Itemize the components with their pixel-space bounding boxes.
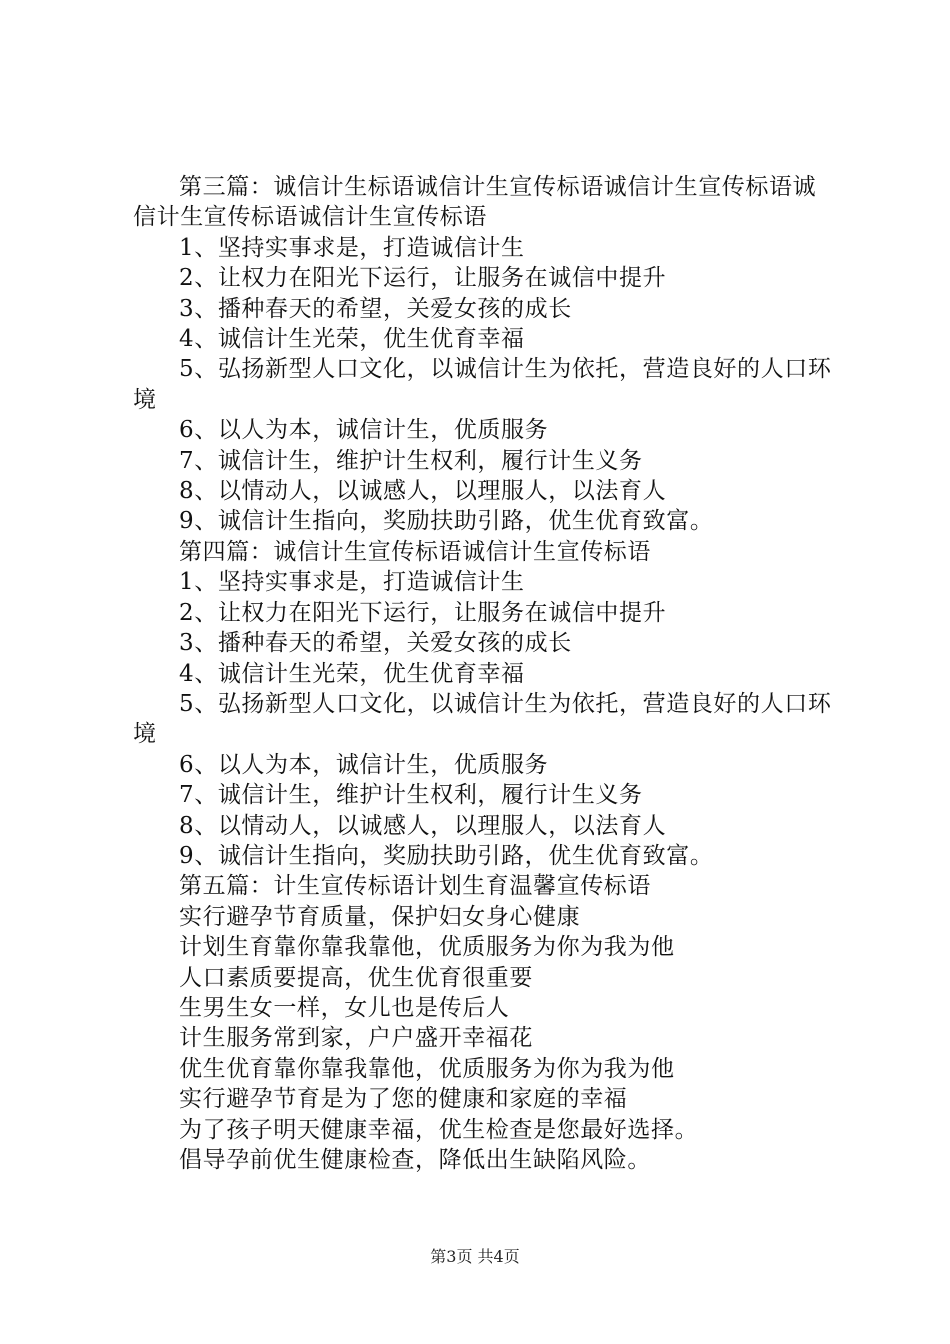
paragraph: 实行避孕节育是为了您的健康和家庭的幸福 — [179, 1086, 628, 1113]
page-footer: 第3页 共4页 — [430, 1247, 520, 1266]
document-body — [133, 172, 833, 1175]
paragraph: 生男生女一样，女儿也是传后人 — [179, 994, 510, 1021]
paragraph: 9、诚信计生指向，奖励扶助引路，优生优育致富。 — [179, 842, 714, 869]
paragraph: 4、诚信计生光荣，优生优育幸福 — [179, 660, 525, 687]
paragraph: 6、以人为本，诚信计生，优质服务 — [179, 751, 549, 778]
paragraph: 1、坚持实事求是，打造诚信计生 — [179, 234, 525, 261]
paragraph: 1、坚持实事求是，打造诚信计生 — [179, 569, 525, 596]
paragraph: 第四篇：诚信计生宣传标语诚信计生宣传标语 — [179, 538, 651, 565]
paragraph: 2、让权力在阳光下运行，让服务在诚信中提升 — [179, 265, 667, 292]
paragraph: 6、以人为本，诚信计生，优质服务 — [179, 417, 549, 444]
paragraph: 为了孩子明天健康幸福，优生检查是您最好选择。 — [179, 1116, 699, 1143]
paragraph: 8、以情动人，以诚感人，以理服人，以法育人 — [179, 478, 667, 505]
paragraph: 第五篇：计生宣传标语计划生育温馨宣传标语 — [179, 873, 651, 900]
paragraph: 计生服务常到家，户户盛开幸福花 — [179, 1025, 533, 1052]
paragraph: 9、诚信计生指向，奖励扶助引路，优生优育致富。 — [179, 508, 714, 535]
paragraph: 倡导孕前优生健康检查，降低出生缺陷风险。 — [179, 1147, 651, 1173]
paragraph: 5、弘扬新型人口文化，以诚信计生为依托，营造良好的人口环境 — [133, 690, 832, 748]
paragraph: 人口素质要提高，优生优育很重要 — [179, 964, 533, 991]
paragraph: 第三篇：诚信计生标语诚信计生宣传标语诚信计生宣传标语诚信计生宣传标语诚信计生宣传标语 — [133, 174, 817, 231]
paragraph: 7、诚信计生，维护计生权利，履行计生义务 — [179, 447, 643, 474]
paragraph: 2、让权力在阳光下运行，让服务在诚信中提升 — [179, 599, 667, 626]
paragraph: 优生优育靠你靠我靠他，优质服务为你为我为他 — [179, 1055, 675, 1082]
paragraph: 3、播种春天的希望，关爱女孩的成长 — [179, 630, 572, 657]
paragraph: 计划生育靠你靠我靠他，优质服务为你为我为他 — [179, 934, 675, 961]
paragraph: 8、以情动人，以诚感人，以理服人，以法育人 — [179, 812, 667, 839]
paragraph: 3、播种春天的希望，关爱女孩的成长 — [179, 295, 572, 322]
paragraph: 5、弘扬新型人口文化，以诚信计生为依托，营造良好的人口环境 — [133, 356, 832, 413]
paragraph: 实行避孕节育质量，保护妇女身心健康 — [179, 903, 581, 930]
paragraph: 7、诚信计生，维护计生权利，履行计生义务 — [179, 782, 643, 809]
paragraph: 4、诚信计生光荣，优生优育幸福 — [179, 326, 525, 353]
